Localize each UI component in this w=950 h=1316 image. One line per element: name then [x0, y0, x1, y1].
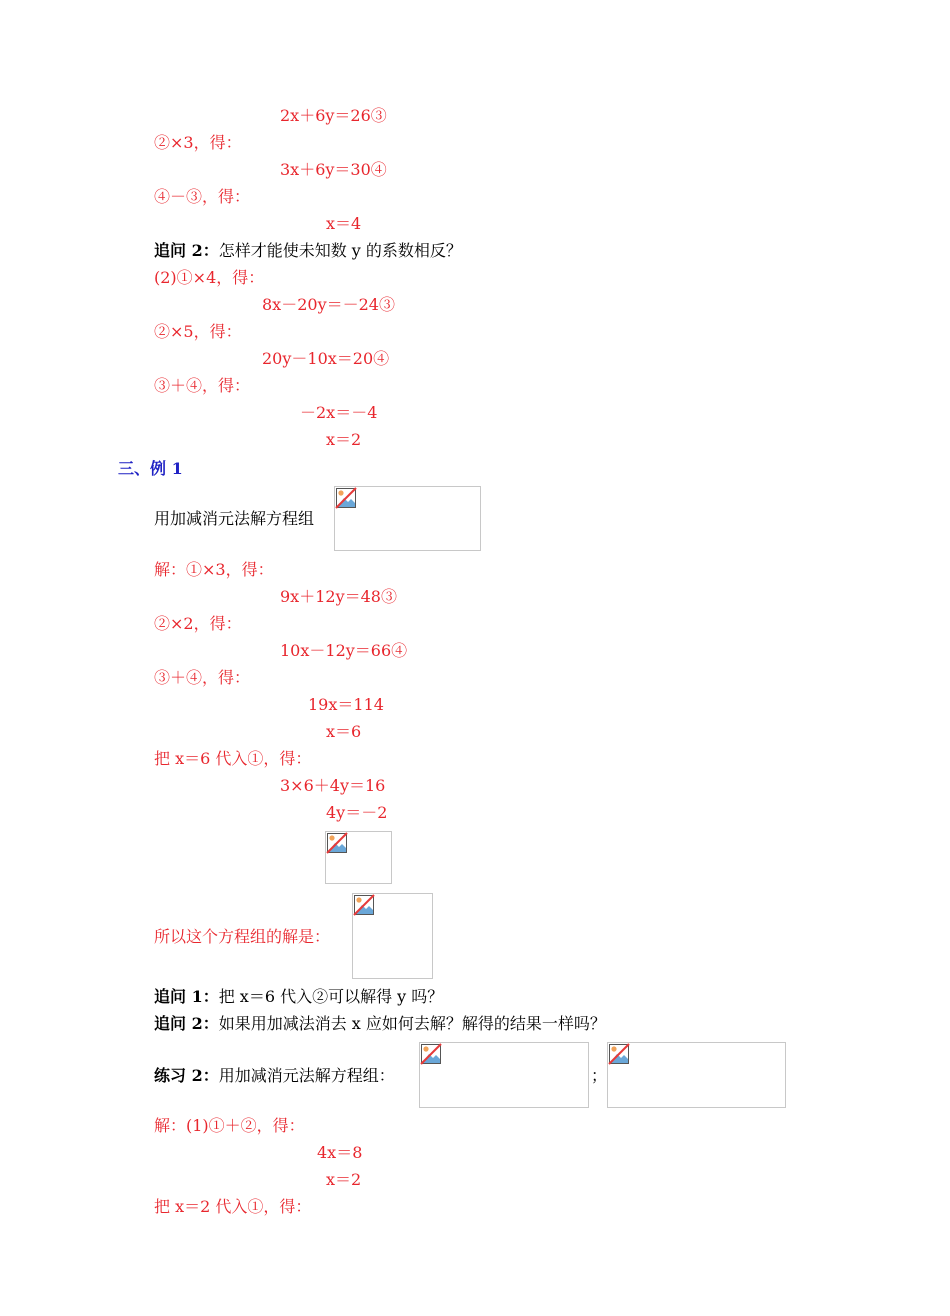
- equation-line: x＝6: [326, 722, 362, 741]
- equation-image-placeholder: [419, 1042, 589, 1108]
- broken-image-icon: [353, 894, 375, 916]
- equation-line: －2x＝－4: [300, 403, 378, 422]
- step-line: ②×2，得：: [154, 614, 242, 633]
- exercise-prompt: [154, 1066, 395, 1086]
- follow-up-label: 追问 2：: [154, 241, 219, 260]
- follow-up-text: 怎样才能使未知数 y 的系数相反？: [218, 241, 462, 260]
- equation-line: 4x＝8: [317, 1143, 363, 1162]
- step-line: 解：(1)①＋②，得：: [154, 1116, 305, 1135]
- step-line: 所以这个方程组的解是：: [154, 927, 331, 946]
- step-line: ④－③，得：: [154, 187, 251, 206]
- section-heading: 三、例 1: [118, 459, 183, 478]
- step-line: 把 x＝6 代入①，得：: [154, 749, 312, 768]
- follow-up-question: [154, 241, 462, 261]
- equation-line: 20y－10x＝20④: [262, 349, 390, 368]
- step-line: 把 x＝2 代入①，得：: [154, 1197, 312, 1216]
- follow-up-label: 追问 2：: [154, 1014, 219, 1033]
- broken-image-icon: [608, 1043, 630, 1065]
- exercise-text: 用加减消元法解方程组：: [218, 1066, 395, 1085]
- step-line: ②×3，得：: [154, 133, 242, 152]
- follow-up-question: [154, 987, 443, 1007]
- follow-up-text: 如果用加减法消去 x 应如何去解？解得的结果一样吗？: [218, 1014, 606, 1033]
- broken-image-icon: [335, 487, 357, 509]
- equation-line: 9x＋12y＝48③: [280, 587, 397, 606]
- equation-line: x＝2: [326, 1170, 362, 1189]
- equation-image-placeholder: [325, 831, 392, 884]
- equation-line: x＝2: [326, 430, 362, 449]
- step-line: (2)①×4，得：: [154, 268, 265, 287]
- equation-line: 3x＋6y＝30④: [280, 160, 387, 179]
- solution-image-placeholder: [352, 893, 433, 979]
- step-line: 解：①×3，得：: [154, 560, 274, 579]
- equation-line: 8x－20y＝－24③: [262, 295, 395, 314]
- step-line: ③＋④，得：: [154, 376, 251, 395]
- exercise-label: 练习 2：: [154, 1066, 219, 1085]
- follow-up-text: 把 x＝6 代入②可以解得 y 吗？: [218, 987, 444, 1006]
- step-line: ②×5，得：: [154, 322, 242, 341]
- separator-text: ；: [591, 1066, 608, 1085]
- equation-line: 3×6＋4y＝16: [280, 776, 386, 795]
- follow-up-question: [154, 1014, 606, 1034]
- broken-image-icon: [326, 832, 348, 854]
- equation-image-placeholder: [607, 1042, 786, 1108]
- equation-line: 10x－12y＝66④: [280, 641, 408, 660]
- equation-line: 2x＋6y＝26③: [280, 106, 387, 125]
- follow-up-label: 追问 1：: [154, 987, 219, 1006]
- step-line: ③＋④，得：: [154, 668, 251, 687]
- broken-image-icon: [420, 1043, 442, 1065]
- equation-image-placeholder: [334, 486, 481, 551]
- example-prompt: 用加减消元法解方程组: [154, 509, 315, 528]
- equation-line: 4y＝－2: [326, 803, 388, 822]
- equation-line: 19x＝114: [308, 695, 384, 714]
- equation-line: x＝4: [326, 214, 362, 233]
